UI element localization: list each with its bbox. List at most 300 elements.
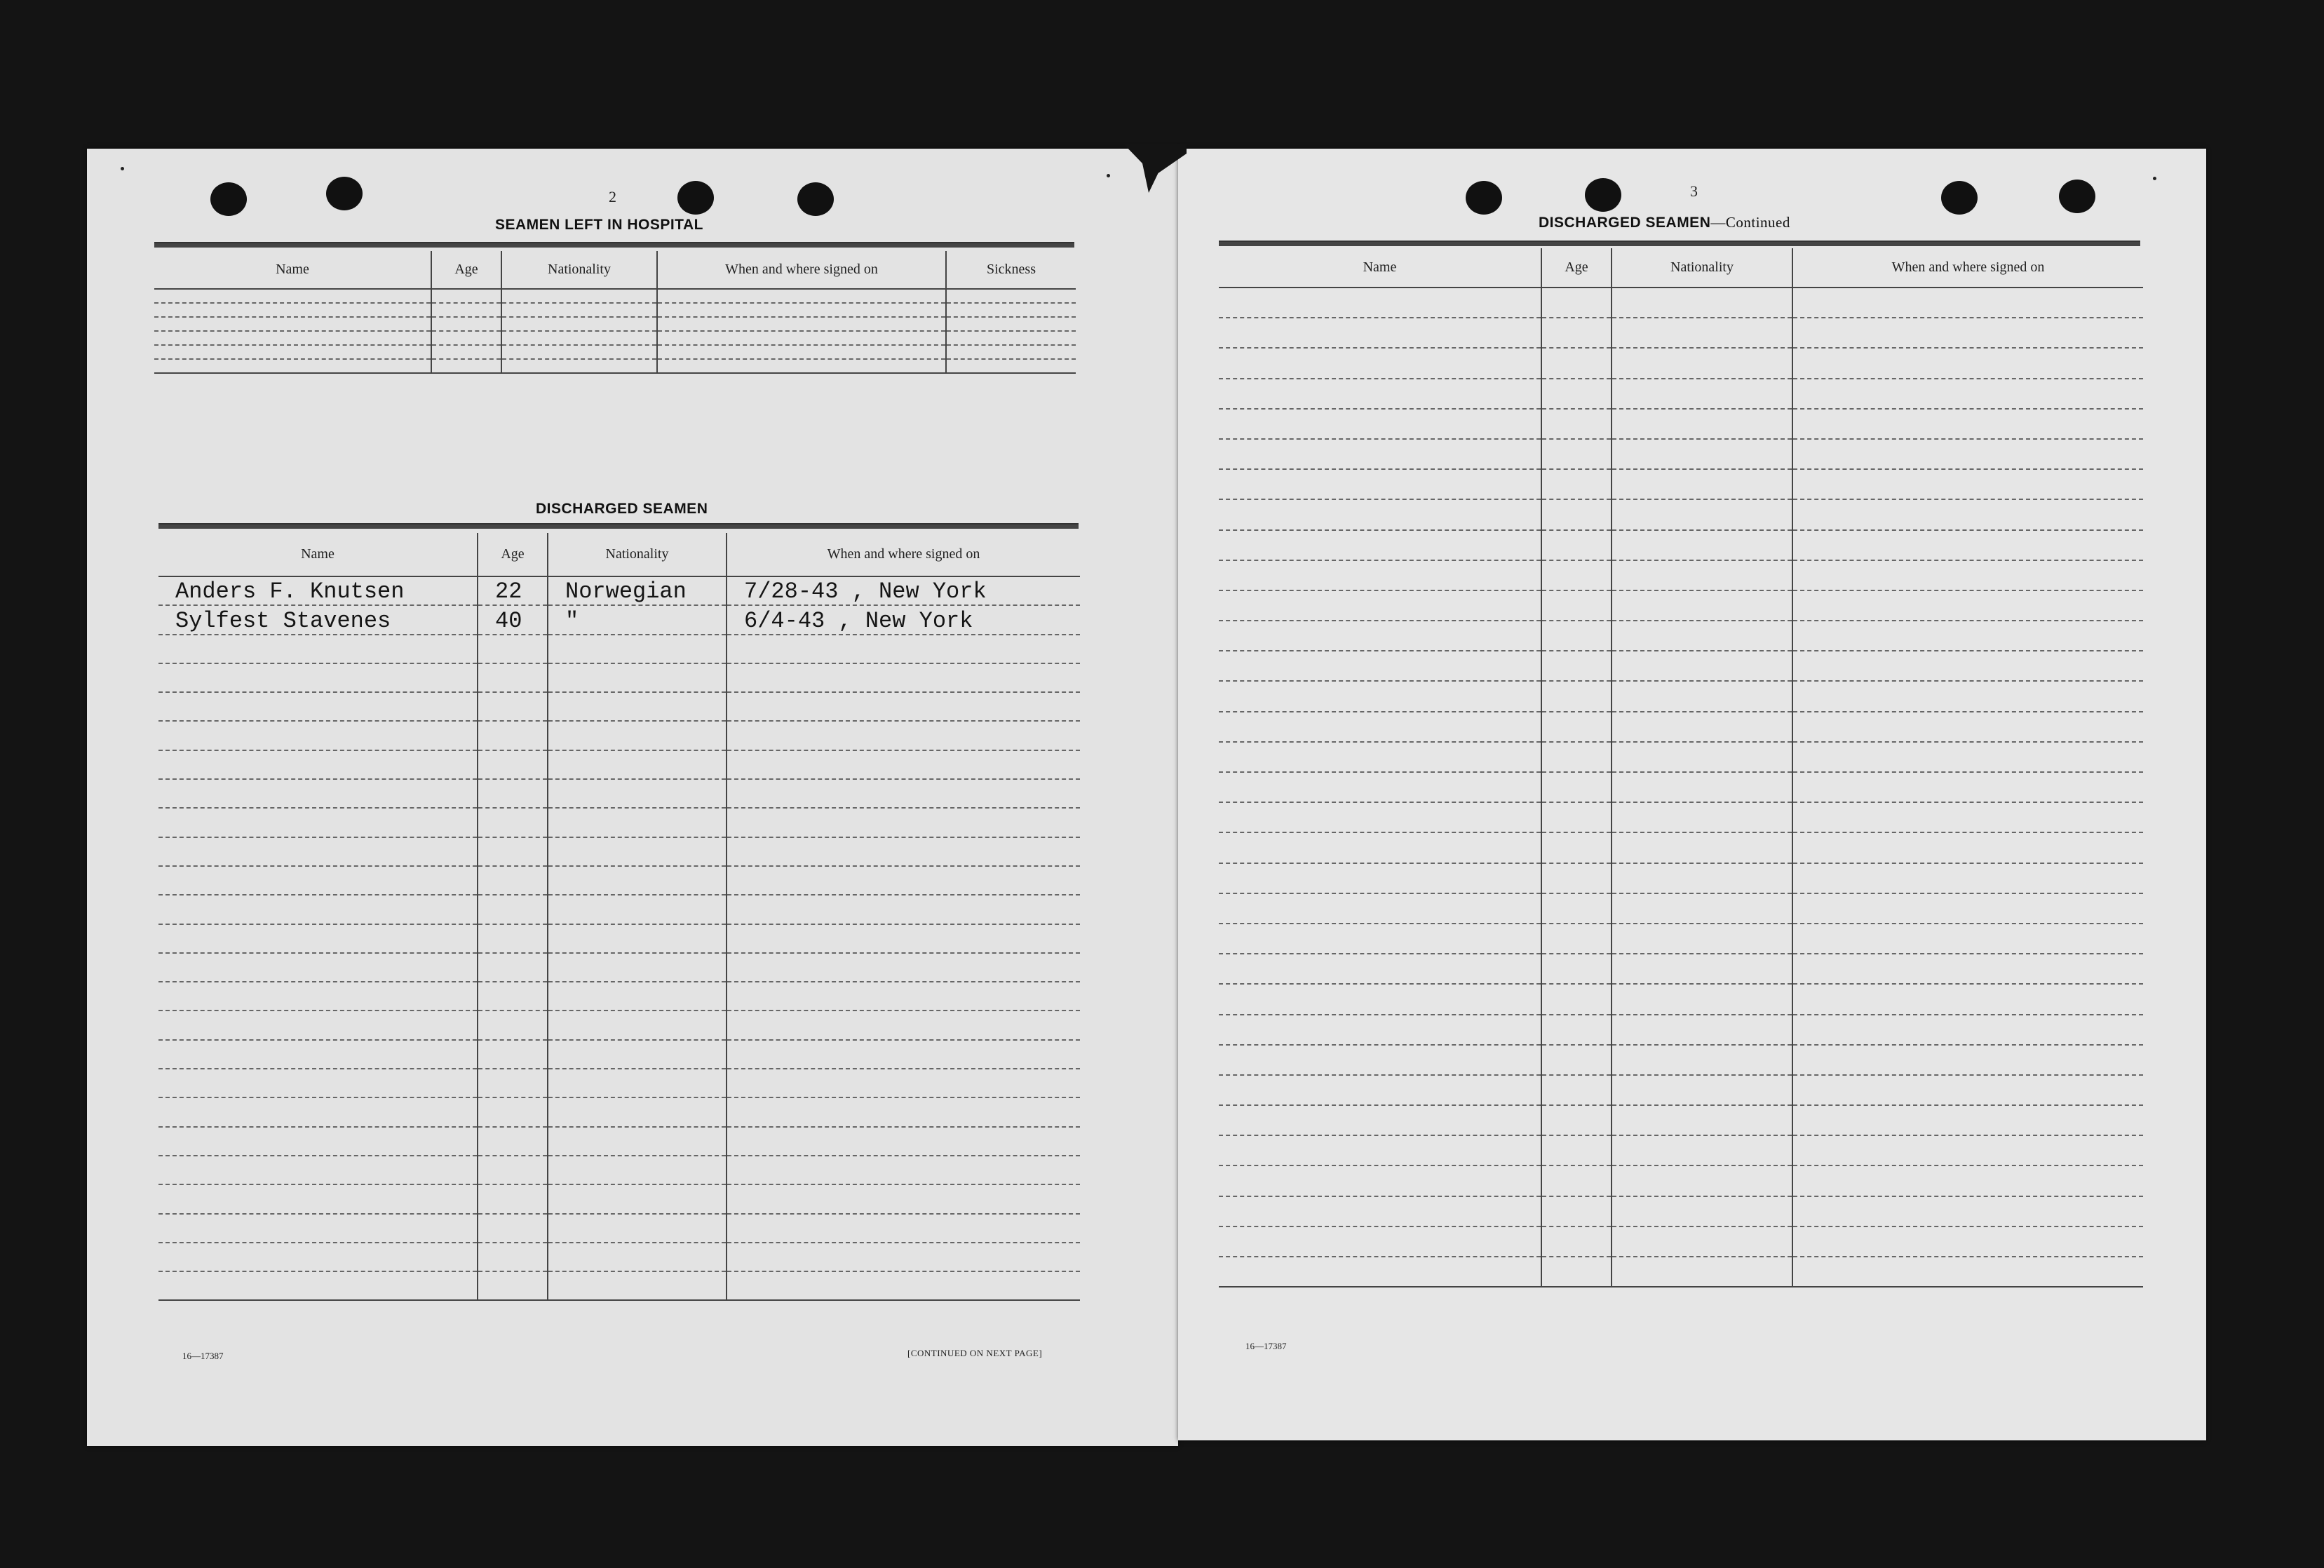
table-cell [548, 808, 727, 837]
hospital-section-title: SEAMEN LEFT IN HOSPITAL [495, 217, 703, 233]
table-cell [1541, 924, 1612, 954]
column-header-signed-on: When and where signed on [657, 251, 946, 289]
table-cell [1219, 1196, 1541, 1226]
table-cell [1219, 893, 1541, 924]
table-row [154, 317, 1076, 331]
table-cell [501, 289, 657, 303]
table-cell [478, 721, 548, 750]
table-row [1219, 984, 2143, 1014]
table-cell [501, 303, 657, 317]
table-cell [1219, 832, 1541, 863]
table-cell [727, 635, 1080, 663]
table-row [1219, 469, 2143, 499]
table-cell [1612, 984, 1792, 1014]
table-cell [548, 1271, 727, 1300]
table-cell [1612, 924, 1792, 954]
table-cell [154, 331, 431, 345]
table-row [158, 895, 1080, 924]
table-cell [727, 953, 1080, 982]
table-cell [1792, 318, 2143, 348]
table-row [1219, 1165, 2143, 1196]
table-cell [158, 721, 478, 750]
table-row [1219, 1226, 2143, 1257]
table-cell [1541, 1135, 1612, 1165]
table-cell [548, 1214, 727, 1243]
table-row [154, 303, 1076, 317]
table-row [1219, 499, 2143, 529]
column-header-nationality: Nationality [548, 533, 727, 576]
table-cell [1219, 1257, 1541, 1287]
table-cell [1541, 1257, 1612, 1287]
table-row [154, 331, 1076, 345]
paper-speck [2153, 177, 2156, 180]
table-cell [158, 1097, 478, 1126]
table-cell [1541, 802, 1612, 832]
table-row [158, 779, 1080, 808]
table-cell [1612, 288, 1792, 318]
table-row [1219, 832, 2143, 863]
table-cell [1541, 530, 1612, 560]
table-cell [727, 1184, 1080, 1213]
table-cell [1219, 863, 1541, 893]
table-cell [1792, 1105, 2143, 1135]
table-cell [478, 895, 548, 924]
table-cell [946, 303, 1076, 317]
table-cell [946, 331, 1076, 345]
table-cell [1612, 1015, 1792, 1045]
table-cell [1792, 984, 2143, 1014]
table-cell [1541, 893, 1612, 924]
table-cell [1792, 1226, 2143, 1257]
table-cell [946, 345, 1076, 359]
table-cell [478, 866, 548, 895]
punch-hole [1585, 178, 1621, 212]
table-cell [548, 692, 727, 721]
table-cell [727, 1040, 1080, 1069]
table-row [158, 924, 1080, 953]
table-cell [1219, 984, 1541, 1014]
table-cell [1792, 651, 2143, 681]
table-cell [478, 953, 548, 982]
table-cell [1612, 560, 1792, 590]
table-row [1219, 590, 2143, 621]
table-cell [548, 663, 727, 692]
table-cell [158, 1011, 478, 1039]
table-cell [431, 345, 501, 359]
table-cell [1792, 1135, 2143, 1165]
table-cell [1792, 409, 2143, 439]
table-cell [158, 1243, 478, 1271]
table-cell [1792, 530, 2143, 560]
table-cell [1219, 712, 1541, 742]
table-cell [1612, 681, 1792, 711]
table-row [1219, 1196, 2143, 1226]
table-row [158, 635, 1080, 663]
table-cell [1541, 1045, 1612, 1075]
table-cell [1792, 348, 2143, 378]
table-cell [158, 1271, 478, 1300]
table-cell [657, 303, 946, 317]
table-cell [1612, 772, 1792, 802]
table-cell [158, 1069, 478, 1097]
table-cell [1541, 560, 1612, 590]
table-row [1219, 560, 2143, 590]
table-cell [657, 317, 946, 331]
column-header-age: Age [431, 251, 501, 289]
table-cell [657, 289, 946, 303]
table-row [154, 359, 1076, 373]
table-cell [727, 1069, 1080, 1097]
table-row [158, 663, 1080, 692]
table-row [1219, 681, 2143, 711]
table-cell [1219, 1045, 1541, 1075]
table-cell [548, 866, 727, 895]
table-cell [1219, 742, 1541, 772]
table-cell [946, 289, 1076, 303]
table-cell [548, 1040, 727, 1069]
table-cell [727, 1271, 1080, 1300]
table-cell [1612, 1165, 1792, 1196]
table-cell [1541, 1196, 1612, 1226]
table-cell [1792, 712, 2143, 742]
table-cell [1219, 1015, 1541, 1045]
table-cell [478, 635, 548, 663]
table-cell [1792, 832, 2143, 863]
page-number: 3 [1690, 182, 1698, 200]
table-cell [1541, 681, 1612, 711]
page-number: 2 [609, 188, 616, 205]
table-cell [1612, 742, 1792, 772]
table-cell [1612, 590, 1792, 621]
section-rule [154, 242, 1074, 248]
table-cell [158, 750, 478, 779]
table-cell [478, 1127, 548, 1156]
table-cell [727, 1127, 1080, 1156]
punch-hole [210, 182, 247, 216]
table-cell [1612, 832, 1792, 863]
table-cell [548, 1011, 727, 1039]
table-cell [1792, 954, 2143, 984]
table-cell [1612, 439, 1792, 469]
table-row [1219, 1135, 2143, 1165]
table-cell [727, 924, 1080, 953]
table-cell [1612, 409, 1792, 439]
table-cell [158, 635, 478, 663]
table-cell [1612, 1196, 1792, 1226]
table-cell [1792, 1165, 2143, 1196]
table-cell [1612, 1226, 1792, 1257]
table-cell [1219, 954, 1541, 984]
table-cell [548, 837, 727, 866]
table-cell [1219, 621, 1541, 651]
table-cell [1612, 348, 1792, 378]
table-cell [548, 1097, 727, 1126]
punch-hole [1941, 181, 1978, 215]
table-cell [727, 982, 1080, 1011]
table-cell [1792, 742, 2143, 772]
table-row [158, 1127, 1080, 1156]
table-cell [1219, 1075, 1541, 1105]
table-cell [1792, 590, 2143, 621]
table-cell [1612, 469, 1792, 499]
table-cell [548, 635, 727, 663]
table-row [1219, 1257, 2143, 1287]
table-cell [1612, 1135, 1792, 1165]
table-cell [1792, 893, 2143, 924]
table-cell [1612, 621, 1792, 651]
table-cell [1792, 1015, 2143, 1045]
table-cell [548, 982, 727, 1011]
table-cell [657, 359, 946, 373]
table-cell [1541, 288, 1612, 318]
table-row [158, 721, 1080, 750]
table-cell: 7/28-43 , New York [727, 576, 1080, 605]
table-cell [1541, 712, 1612, 742]
punch-hole [2059, 180, 2095, 213]
table-cell [431, 289, 501, 303]
column-header-name: Name [158, 533, 478, 576]
table-cell [1612, 379, 1792, 409]
table-cell [1219, 924, 1541, 954]
table-cell [1612, 893, 1792, 924]
table-row [158, 866, 1080, 895]
table-row [158, 576, 1080, 605]
table-cell [1541, 590, 1612, 621]
paper-speck [1107, 174, 1110, 177]
table-cell [158, 953, 478, 982]
section-rule [1219, 241, 2140, 246]
table-row [1219, 409, 2143, 439]
table-cell [478, 663, 548, 692]
table-cell [657, 331, 946, 345]
table-cell [1612, 1257, 1792, 1287]
paper-speck [121, 167, 124, 170]
table-cell [548, 1156, 727, 1184]
table-cell [154, 303, 431, 317]
table-cell [1792, 772, 2143, 802]
table-cell [1541, 651, 1612, 681]
table-cell [1219, 318, 1541, 348]
table-cell [154, 359, 431, 373]
column-header-signed-on: When and where signed on [1792, 248, 2143, 288]
column-header-sickness: Sickness [946, 251, 1076, 289]
table-cell [1219, 651, 1541, 681]
table-cell [431, 303, 501, 317]
table-cell [1541, 409, 1612, 439]
table-cell [727, 895, 1080, 924]
table-cell [1612, 1045, 1792, 1075]
table-cell [657, 345, 946, 359]
table-cell [727, 1097, 1080, 1126]
table-cell [478, 1069, 548, 1097]
discharged-continued-title [1539, 214, 1790, 231]
table-row [1219, 348, 2143, 378]
table-cell [1219, 379, 1541, 409]
table-cell [1612, 712, 1792, 742]
table-row [1219, 621, 2143, 651]
table-row [158, 1069, 1080, 1097]
table-cell [1219, 590, 1541, 621]
discharged-continued-table [1219, 248, 2143, 1287]
table-cell [1541, 772, 1612, 802]
table-row [158, 1214, 1080, 1243]
table-row [1219, 772, 2143, 802]
table-cell [1219, 439, 1541, 469]
table-cell [727, 692, 1080, 721]
table-cell [1792, 924, 2143, 954]
table-cell: 40 [478, 605, 548, 634]
table-cell [727, 1214, 1080, 1243]
table-cell: 6/4-43 , New York [727, 605, 1080, 634]
table-cell [1541, 1105, 1612, 1135]
table-cell [1219, 409, 1541, 439]
punch-hole [1466, 181, 1502, 215]
table-cell [154, 345, 431, 359]
hospital-table [154, 251, 1076, 374]
table-cell [548, 1127, 727, 1156]
table-cell [501, 317, 657, 331]
table-row [1219, 1015, 2143, 1045]
table-cell [154, 289, 431, 303]
table-cell [478, 924, 548, 953]
table-row [158, 837, 1080, 866]
table-cell [501, 331, 657, 345]
table-cell [158, 866, 478, 895]
table-cell: 22 [478, 576, 548, 605]
table-cell [478, 692, 548, 721]
punch-hole [326, 177, 363, 210]
table-cell [431, 317, 501, 331]
table-cell [727, 779, 1080, 808]
table-cell [727, 808, 1080, 837]
table-row [158, 808, 1080, 837]
column-header-age: Age [1541, 248, 1612, 288]
table-cell [1219, 1226, 1541, 1257]
table-cell [548, 953, 727, 982]
table-cell [1541, 621, 1612, 651]
table-row [1219, 530, 2143, 560]
table-cell [727, 1011, 1080, 1039]
table-row [1219, 318, 2143, 348]
table-cell [946, 317, 1076, 331]
table-cell [431, 331, 501, 345]
table-cell [727, 837, 1080, 866]
table-cell [1792, 1045, 2143, 1075]
table-row [1219, 1075, 2143, 1105]
table-cell [1541, 954, 1612, 984]
table-cell [478, 1156, 548, 1184]
table-cell [478, 837, 548, 866]
table-row [1219, 651, 2143, 681]
table-cell [158, 895, 478, 924]
table-cell [1219, 681, 1541, 711]
table-cell [1219, 1165, 1541, 1196]
table-cell [478, 808, 548, 837]
table-cell [478, 1214, 548, 1243]
table-row [158, 1040, 1080, 1069]
table-cell [158, 779, 478, 808]
table-row [158, 1271, 1080, 1300]
table-cell [1541, 984, 1612, 1014]
column-header-nationality: Nationality [1612, 248, 1792, 288]
table-cell [1541, 832, 1612, 863]
table-cell: Anders F. Knutsen [158, 576, 478, 605]
table-cell [727, 1156, 1080, 1184]
table-cell [548, 721, 727, 750]
table-cell [501, 359, 657, 373]
table-cell [154, 317, 431, 331]
table-cell [1541, 1075, 1612, 1105]
table-cell [727, 866, 1080, 895]
table-row [1219, 439, 2143, 469]
table-cell [1792, 621, 2143, 651]
table-cell [548, 924, 727, 953]
table-cell [478, 1040, 548, 1069]
table-cell [548, 750, 727, 779]
table-cell [1219, 772, 1541, 802]
table-cell [1541, 1226, 1612, 1257]
table-row [158, 982, 1080, 1011]
table-cell [158, 1214, 478, 1243]
table-cell [478, 750, 548, 779]
table-cell [478, 1271, 548, 1300]
table-cell [1792, 560, 2143, 590]
table-row [1219, 1045, 2143, 1075]
table-cell [1219, 530, 1541, 560]
table-cell [548, 895, 727, 924]
table-cell [727, 750, 1080, 779]
table-cell [158, 837, 478, 866]
table-cell [158, 663, 478, 692]
table-cell [1541, 742, 1612, 772]
table-row [154, 289, 1076, 303]
table-row [1219, 288, 2143, 318]
table-row [158, 692, 1080, 721]
title-text: DISCHARGED SEAMEN [1539, 215, 1711, 231]
table-cell [1541, 379, 1612, 409]
table-cell [1612, 651, 1792, 681]
table-cell [1792, 499, 2143, 529]
table-cell [1792, 288, 2143, 318]
table-row [1219, 379, 2143, 409]
table-cell [1612, 1075, 1792, 1105]
title-suffix: —Continued [1710, 214, 1790, 231]
table-cell [1541, 499, 1612, 529]
table-cell [158, 1127, 478, 1156]
table-cell [158, 1040, 478, 1069]
table-cell: Norwegian [548, 576, 727, 605]
table-cell [431, 359, 501, 373]
table-row [158, 1156, 1080, 1184]
table-cell [1792, 1075, 2143, 1105]
table-cell [1541, 1165, 1612, 1196]
table-cell [1219, 288, 1541, 318]
table-row [158, 605, 1080, 634]
column-header-name: Name [1219, 248, 1541, 288]
table-cell [1792, 863, 2143, 893]
table-cell [1541, 863, 1612, 893]
table-cell [727, 721, 1080, 750]
table-cell [158, 692, 478, 721]
table-cell [158, 808, 478, 837]
table-row [1219, 802, 2143, 832]
table-cell [1612, 863, 1792, 893]
table-row [154, 345, 1076, 359]
form-number: 16—17387 [182, 1351, 224, 1361]
table-cell [1612, 318, 1792, 348]
table-cell [1612, 530, 1792, 560]
column-header-name: Name [154, 251, 431, 289]
